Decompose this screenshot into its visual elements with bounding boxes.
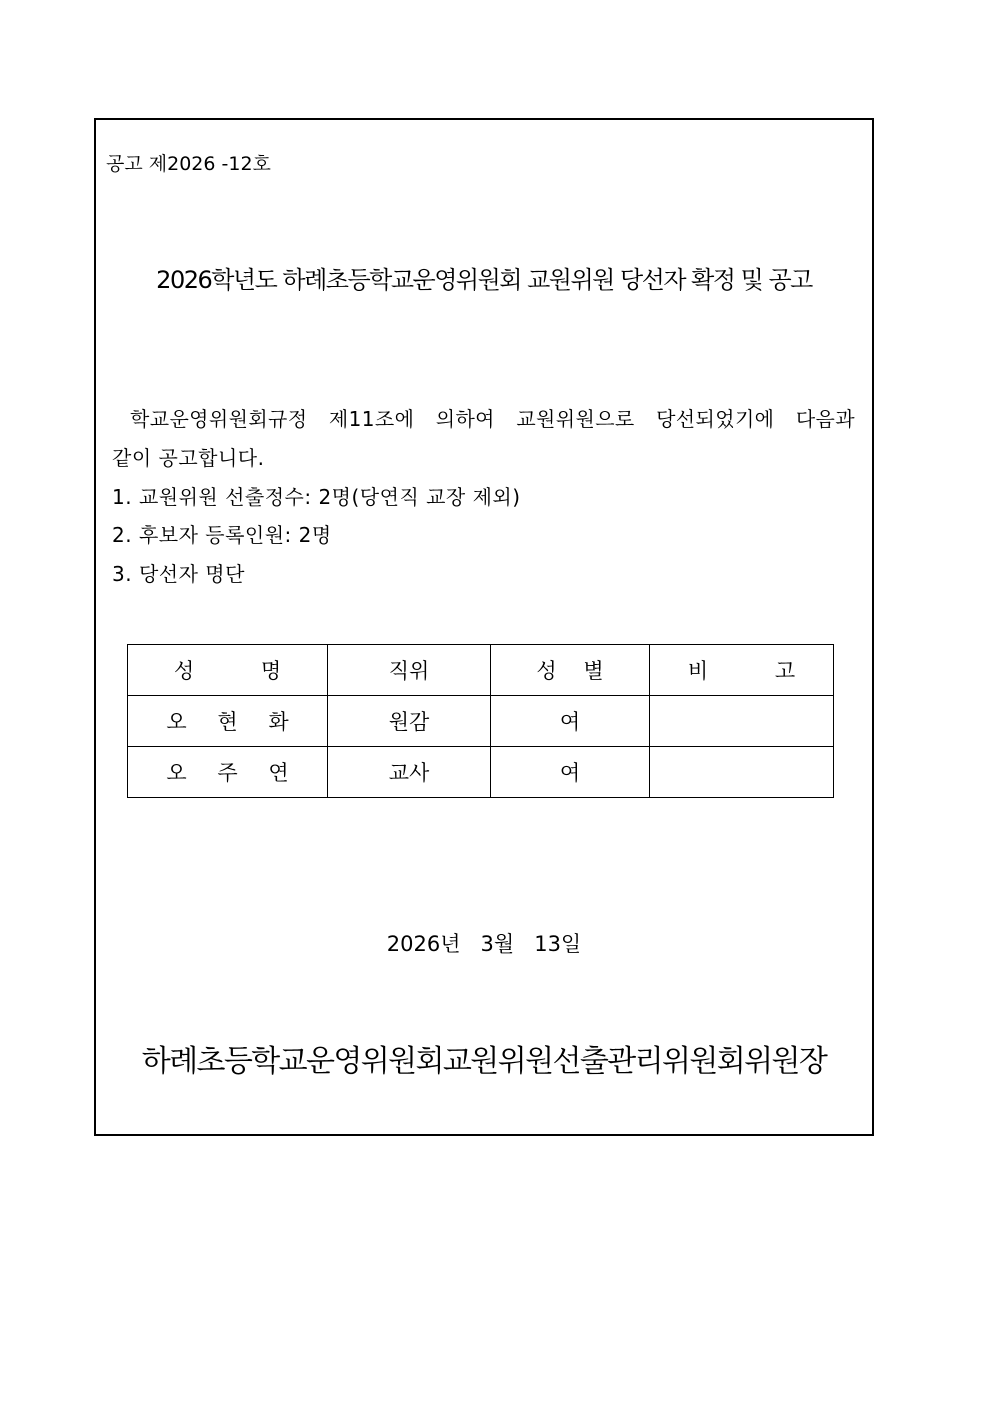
issuer-signature: 하례초등학교운영위원회교원위원선출관리위원회위원장 [141,1044,827,1079]
intro-text-line-1: 학교운영위원회규정 제11조에 의하여 교원위원으로 당선되었기에 다음과 [130,407,855,431]
header-remarks: 비 고 [650,645,834,696]
cell-remarks [650,747,834,798]
cell-gender: 여 [491,696,650,747]
cell-position: 원감 [328,696,491,747]
header-position: 직위 [328,645,491,696]
header-name: 성 명 [128,645,328,696]
notice-number: 공고 제2026 -12호 [106,153,271,175]
cell-position: 교사 [328,747,491,798]
table-row [128,696,834,747]
cell-name: 오 주 연 [128,747,328,798]
list-item-winner-roster: 3. 당선자 명단 [112,562,245,586]
cell-remarks [650,696,834,747]
header-gender: 성 별 [491,645,650,696]
table-header-row [128,645,834,696]
list-item-registered-candidates: 2. 후보자 등록인원: 2명 [112,523,332,547]
intro-text-line-2: 같이 공고합니다. [112,446,265,470]
list-item-elected-quota: 1. 교원위원 선출정수: 2명(당연직 교장 제외) [112,485,521,509]
notice-date: 2026년 3월 13일 [386,932,582,956]
winner-table [127,644,834,798]
cell-name: 오 현 화 [128,696,328,747]
cell-gender: 여 [491,747,650,798]
document-title: 2026학년도 하례초등학교운영위원회 교원위원 당선자 확정 및 공고 [156,266,812,294]
table-row [128,747,834,798]
